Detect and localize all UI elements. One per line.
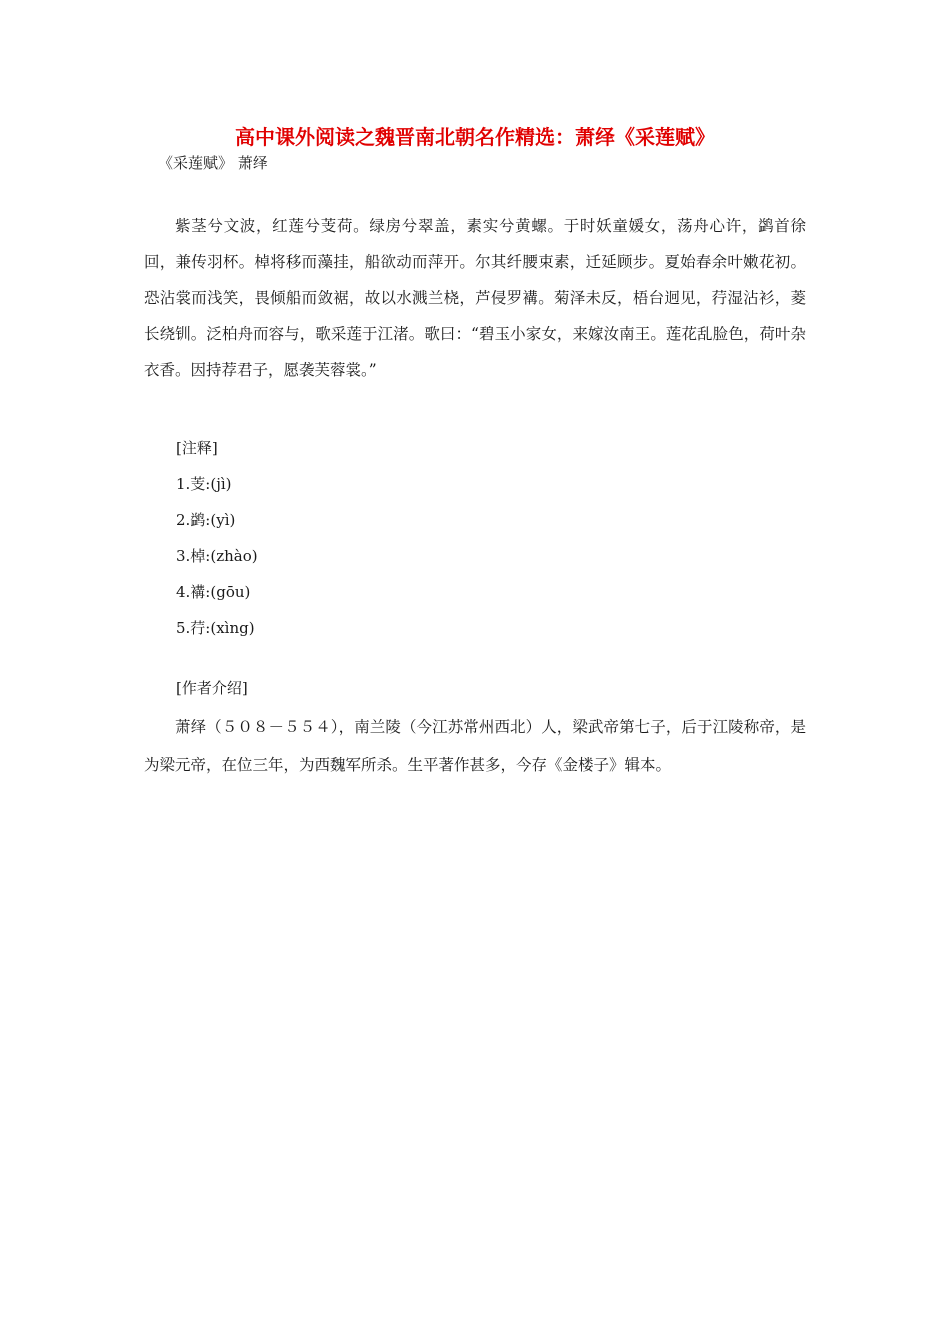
note-item: 3.棹:(zhào) [176,547,258,565]
note-item: 4.褠:(gōu) [176,583,251,601]
poem-subtitle: 《采莲赋》 萧绎 [158,154,268,172]
notes-heading: [注释] [176,439,218,457]
note-item: 5.荇:(xìng) [176,619,255,637]
note-item: 2.鹢:(yì) [176,511,236,529]
document-title: 高中课外阅读之魏晋南北朝名作精选：萧绎《采莲赋》 [235,125,715,149]
poem-body: 紫茎兮文波，红莲兮芰荷。绿房兮翠盖，素实兮黄螺。于时妖童媛女，荡舟心许，鹢首徐回，兼传羽杯。棹将移而藻挂，船欲动而萍开。尔其纤腰束素，迁延顾步。夏始春余叶嫩花初。恐沾裳而浅笑，畏倾船而敛裾，故以水溅兰桡，芦侵罗褠。菊泽未反，梧台迥见，荇湿沾衫，菱长绕钏。泛柏舟而容与，歌采莲于江渚。歌曰：“碧玉小家女，来嫁汝南王。莲花乱脸色，荷叶杂衣香。因持荐君子，愿袭芙蓉裳。” [144,217,806,379]
author-heading: [作者介绍] [176,679,248,697]
author-paragraph: 萧绎（５０８－５５４），南兰陵（今江苏常州西北）人，梁武帝第七子，后于江陵称帝，是为梁元帝，在位三年，为西魏军所杀。生平著作甚多，今存《金楼子》辑本。 [144,718,806,774]
note-item: 1.芰:(jì) [176,475,232,493]
